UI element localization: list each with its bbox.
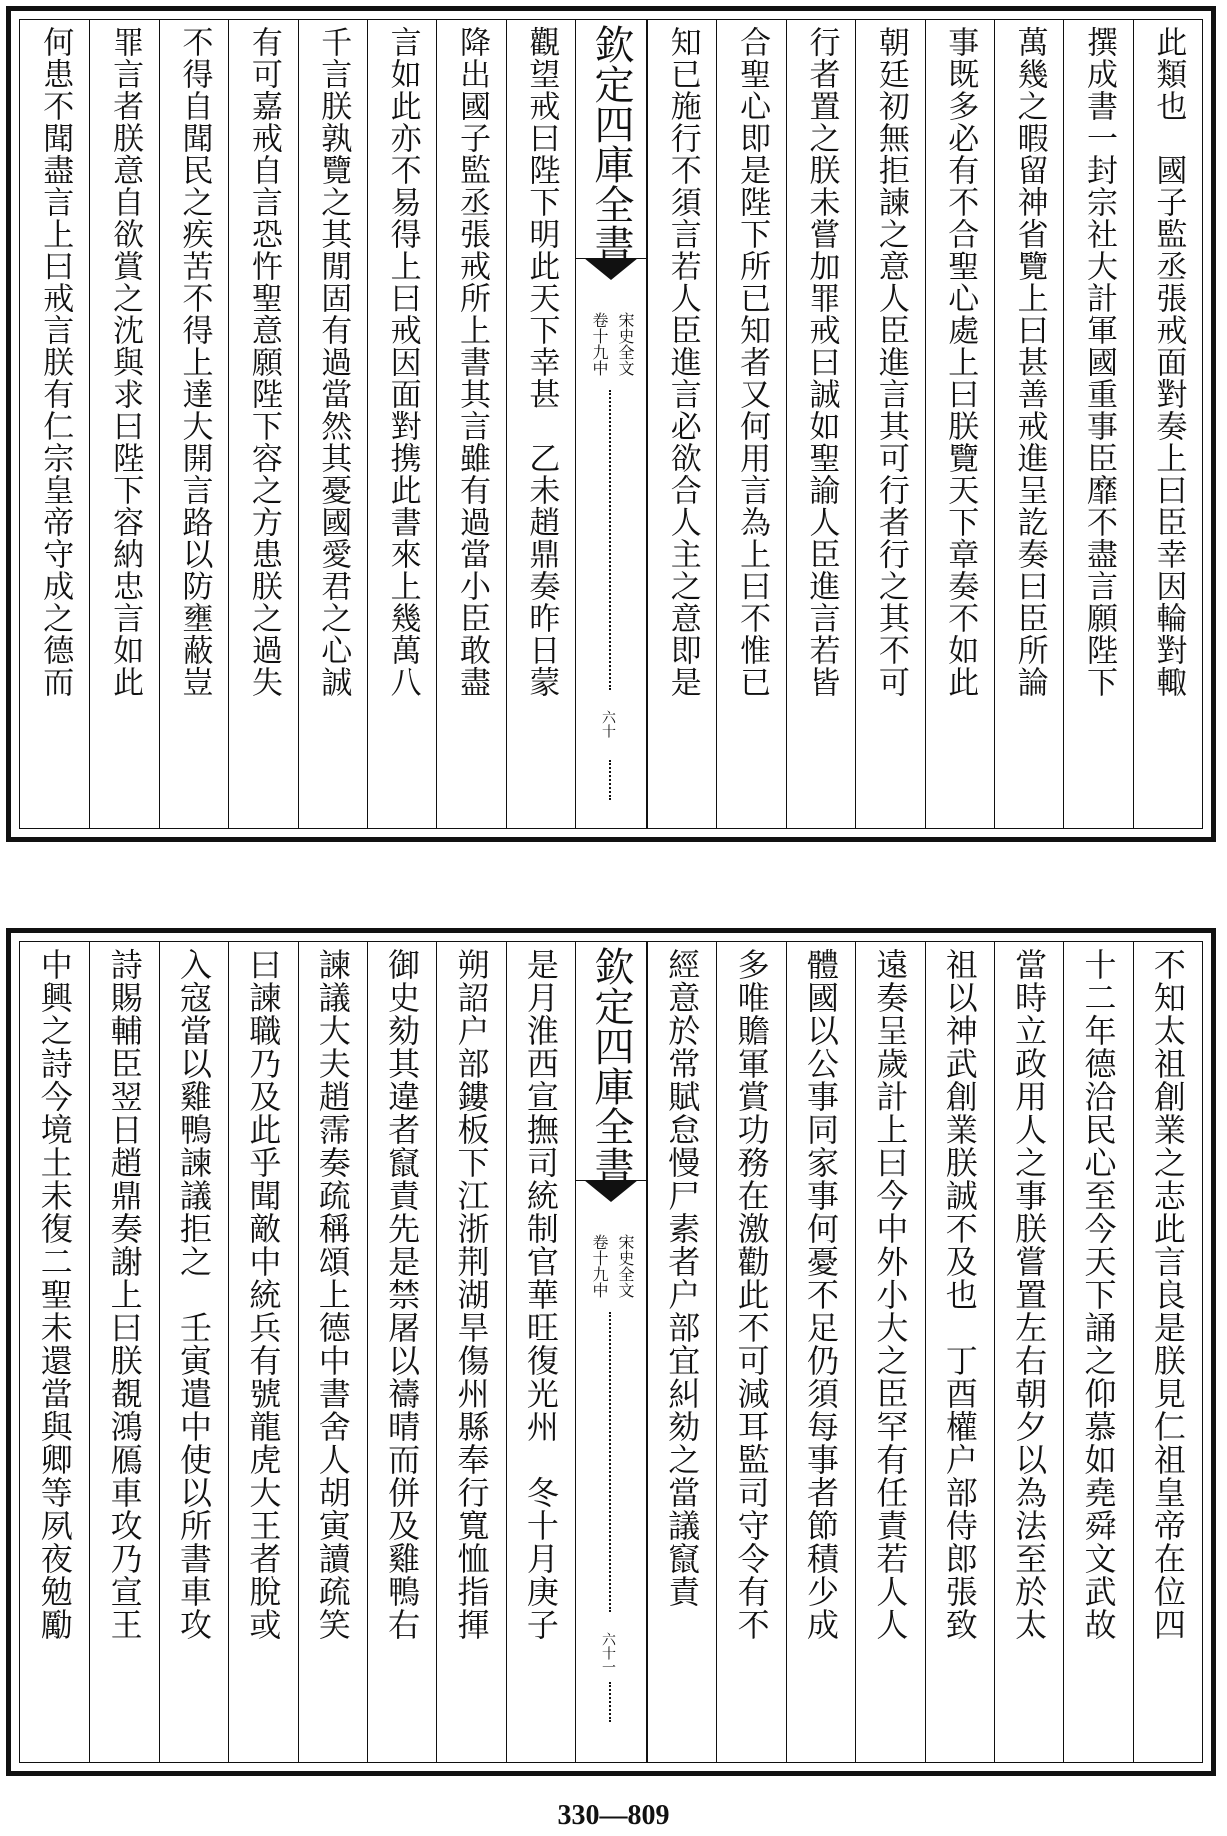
fishtail-mark [576, 258, 646, 295]
column-text: 當時立政用人之事朕嘗置左右朝夕以為法至於太 [1010, 948, 1049, 1641]
column-text: 詩賜輔臣翌日趙鼎奏謝上曰朕覩鴻鴈車攻乃宣王 [105, 948, 144, 1641]
spine-book: 宋史全文 [616, 312, 635, 376]
text-column [1133, 20, 1202, 828]
column-text: 不得自聞民之疾苦不得上達大開言路以防壅蔽豈 [176, 26, 213, 698]
text-column [716, 20, 785, 828]
text-column [436, 20, 505, 828]
page-number: 330—809 [557, 1800, 670, 1831]
column-text: 多唯贍軍賞功務在激勸此不可減耳監司守令有不 [732, 948, 771, 1641]
column-text: 何患不聞盡言上曰戒言朕有仁宗皇帝守成之德而 [37, 26, 74, 698]
column-text: 合聖心即是陛下所已知者又何用言為上曰不惟已 [734, 26, 771, 698]
spine-top [575, 20, 647, 828]
text-column [855, 942, 924, 1762]
column-text: 是月淮西宣撫司統制官華旺復光州 冬十月庚子 [521, 948, 560, 1641]
text-column [159, 20, 228, 828]
text-column [89, 942, 158, 1762]
text-column [298, 20, 367, 828]
spine-dots [609, 760, 613, 800]
text-column [647, 20, 716, 828]
text-column [786, 20, 855, 828]
column-text: 萬幾之暇留神省覽上曰甚善戒進呈訖奏曰臣所論 [1011, 26, 1048, 698]
column-text: 知已施行不須言若人臣進言必欲合人主之意即是 [664, 26, 701, 698]
spine-leaf-number: 六十 [600, 710, 616, 738]
column-text: 十二年德洽民心至今天下誦之仰慕如堯舜文武故 [1079, 948, 1118, 1641]
column-text: 降出國子監丞張戒所上書其言雖有過當小臣敢盡 [453, 26, 490, 698]
text-column [367, 942, 436, 1762]
column-text: 朝廷初無拒諫之意人臣進言其可行者行之其不可 [872, 26, 909, 698]
column-text: 體國以公事同家事何憂不足仍須每事者節積少成 [801, 948, 840, 1641]
text-column [1133, 942, 1202, 1762]
text-column [925, 20, 994, 828]
column-text: 曰諫職乃及此乎聞敵中統兵有號龍虎大王者脫或 [244, 948, 283, 1641]
spine-juan: 卷十九中 [590, 1234, 609, 1298]
text-column [855, 20, 924, 828]
spine-leaf-number: 六十一 [600, 1632, 616, 1674]
column-text: 有可嘉戒自言恐忤聖意願陛下容之方患朕之過失 [245, 26, 282, 698]
column-text: 遠奏呈歲計上曰今中外小大之臣罕有任責若人人 [871, 948, 910, 1641]
text-column [506, 20, 575, 828]
spine-title: 欽定四庫全書 [588, 946, 634, 1186]
text-column [228, 20, 297, 828]
text-column [1063, 942, 1132, 1762]
column-text: 入寇當以雞鴨諫議拒之 壬寅遣中使以所書車攻 [174, 948, 213, 1641]
column-text: 御史劾其違者竄責先是禁屠以禱晴而併及雞鴨右 [383, 948, 422, 1641]
spine-dots [609, 1682, 613, 1722]
text-column [1063, 20, 1132, 828]
text-column [20, 942, 89, 1762]
spine-bottom [575, 942, 647, 1762]
page-top [6, 6, 1216, 842]
column-text: 祖以神武創業朕誠不及也 丁酉權户部侍郎張致 [940, 948, 979, 1641]
text-column [228, 942, 297, 1762]
spine-juan: 卷十九中 [590, 312, 609, 376]
text-column [159, 942, 228, 1762]
fishtail-mark [576, 1180, 646, 1217]
column-text: 經意於常賦怠慢尸素者户部宜糾劾之當議竄責 [663, 948, 702, 1608]
text-column [716, 942, 785, 1762]
text-column [786, 942, 855, 1762]
text-column [925, 942, 994, 1762]
column-text: 事既多必有不合聖心處上曰朕覽天下章奏不如此 [942, 26, 979, 698]
text-column [994, 20, 1063, 828]
columns-bottom [20, 942, 1202, 1762]
column-text: 撰成書一封宗社大計軍國重事臣靡不盡言願陛下 [1080, 26, 1117, 698]
column-text: 觀望戒曰陛下明此天下幸甚 乙未趙鼎奏昨日蒙 [523, 26, 560, 698]
column-text: 不知太祖創業之志此言良是朕見仁祖皇帝在位四 [1148, 948, 1187, 1641]
column-text: 千言朕孰覽之其閒固有過當然其憂國愛君之心誠 [315, 26, 352, 698]
spine-title: 欽定四庫全書 [588, 24, 634, 264]
column-text: 諫議大夫趙霈奏疏稱頌上德中書舍人胡寅讀疏笑 [313, 948, 352, 1641]
text-column [89, 20, 158, 828]
column-text: 此類也 國子監丞張戒面對奏上曰臣幸因輪對輙 [1150, 26, 1187, 698]
text-column [647, 942, 716, 1762]
text-column [298, 942, 367, 1762]
spine-book: 宋史全文 [616, 1234, 635, 1298]
spine-dots [609, 1312, 613, 1612]
text-column [20, 20, 89, 828]
column-text: 罪言者朕意自欲賞之沈與求曰陛下容納忠言如此 [107, 26, 144, 698]
page-bottom [6, 928, 1216, 1776]
column-text: 朔詔户部鏤板下江浙荆湖旱傷州縣奉行寬恤指揮 [452, 948, 491, 1641]
column-text: 行者置之朕未嘗加罪戒曰誠如聖諭人臣進言若皆 [803, 26, 840, 698]
text-column [994, 942, 1063, 1762]
text-column [506, 942, 575, 1762]
text-column [436, 942, 505, 1762]
column-text: 言如此亦不易得上曰戒因面對携此書來上幾萬八 [384, 26, 421, 698]
text-column [367, 20, 436, 828]
spine-dots [609, 390, 613, 690]
column-text: 中興之詩今境土未復二聖未還當與卿等夙夜勉勵 [35, 948, 74, 1641]
columns-top [20, 20, 1202, 828]
